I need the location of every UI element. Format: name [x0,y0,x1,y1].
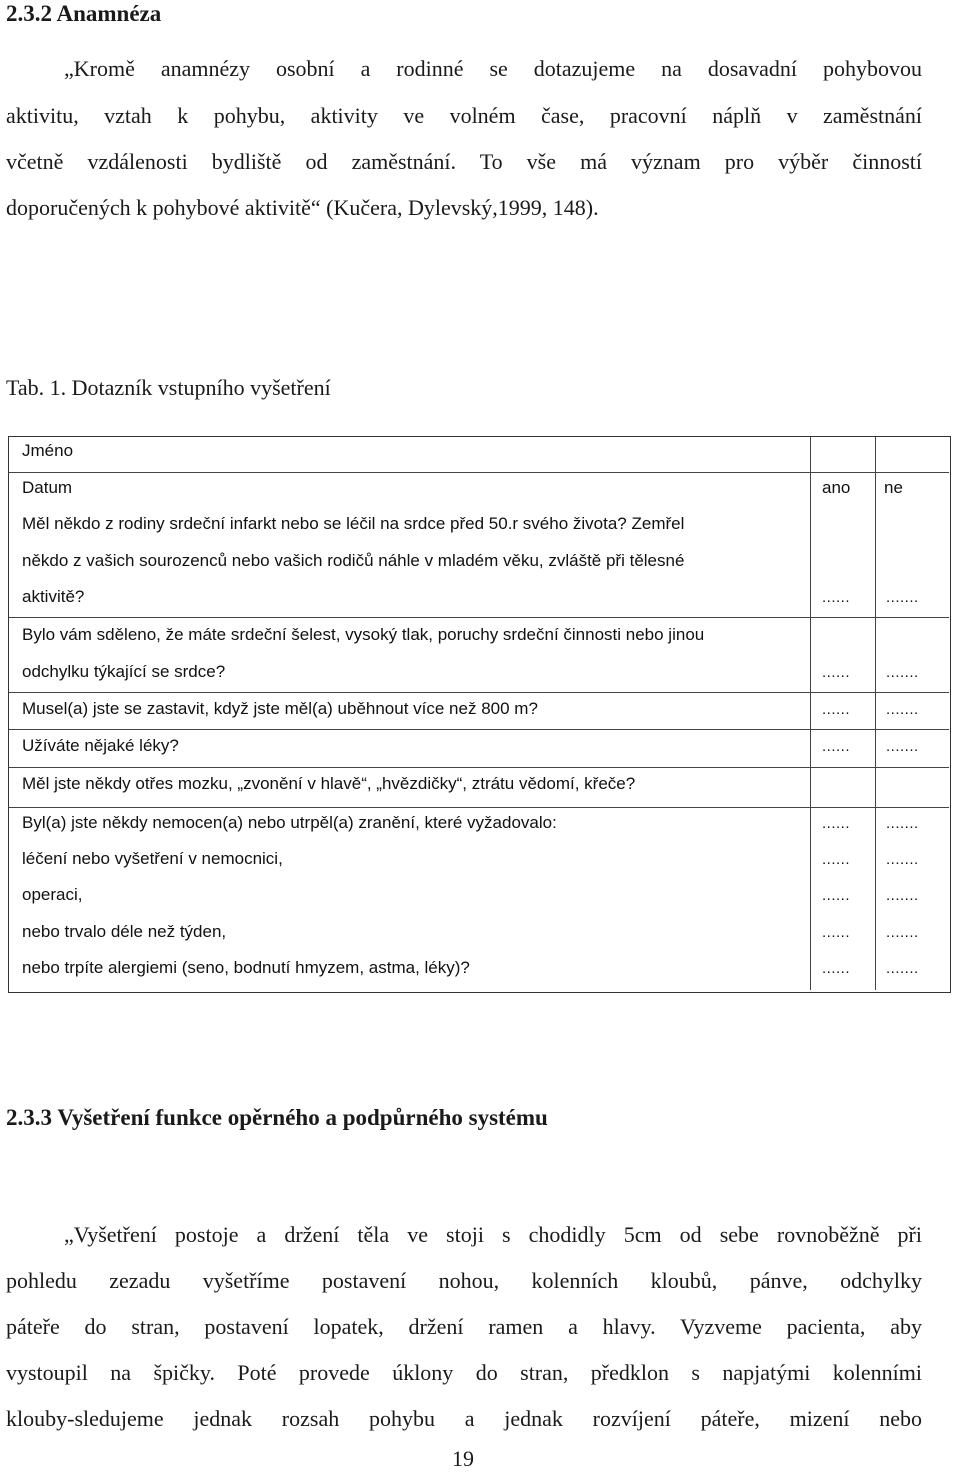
section-heading-vysetreni: 2.3.3 Vyšetření funkce opěrného a podpůrného systému [6,1105,548,1130]
date-label: Datum [22,478,73,497]
answer-no-blank[interactable]: ....... [886,664,919,681]
answer-yes-blank[interactable]: ...... [822,738,851,755]
question-1-line: někdo z vašich sourozenců nebo vašich rodičů náhle v mladém věku, zvláště při tělesné [22,551,685,570]
paragraph-line: vystoupil na špičky. Poté provede úklony do stran, předklon s napjatými kolenními [6,1360,922,1385]
answer-yes-blank[interactable]: ...... [822,589,851,606]
paragraph-line: doporučených k pohybové aktivitě“ (Kučera, Dylevský,1999, 148). [6,195,599,220]
question-2-line: Bylo vám sděleno, že máte srdeční šelest, vysoký tlak, poruchy srdeční činnosti nebo jinou [22,625,705,644]
paragraph-line: „Vyšetření postoje a držení těla ve stoji s chodidly 5cm od sebe rovnoběžně při [64,1222,922,1247]
paragraph-line: páteře do stran, postavení lopatek, držení ramen a hlavy. Vyzveme pacienta, aby [6,1314,922,1339]
question-6-line: operaci, [22,885,83,904]
answer-no-blank[interactable]: ....... [886,815,919,832]
no-header: ne [884,478,903,497]
answer-yes-blank[interactable]: ...... [822,924,851,941]
questionnaire-table [8,436,951,993]
answer-yes-blank[interactable]: ...... [822,887,851,904]
question-6-line: nebo trpíte alergiemi (seno, bodnutí hmyzem, astma, léky)? [22,958,470,977]
question-6-line: léčení nebo vyšetření v nemocnici, [22,849,283,868]
page-number: 19 [452,1446,474,1471]
paragraph-line: aktivitu, vztah k pohybu, aktivity ve volném čase, pracovní náplň v zaměstnání [6,103,922,128]
name-label: Jméno [22,441,74,460]
question-1-line: Měl někdo z rodiny srdeční infarkt nebo se léčil na srdce před 50.r svého života? Zemřel [22,514,685,533]
question-6-line: Byl(a) jste někdy nemocen(a) nebo utrpěl(a) zranění, které vyžadovalo: [22,813,557,832]
answer-no-blank[interactable]: ....... [886,851,919,868]
question-6-line: nebo trvalo déle než týden, [22,922,227,941]
answer-no-blank[interactable]: ....... [886,924,919,941]
answer-yes-blank[interactable]: ...... [822,815,851,832]
answer-yes-blank[interactable]: ...... [822,701,851,718]
answer-no-blank[interactable]: ....... [886,738,919,755]
table-caption: Tab. 1. Dotazník vstupního vyšetření [6,375,331,400]
question-2-line: odchylku týkající se srdce? [22,662,226,681]
paragraph-line: „Kromě anamnézy osobní a rodinné se dotazujeme na dosavadní pohybovou [64,56,922,81]
paragraph-line: pohledu zezadu vyšetříme postavení nohou, kolenních kloubů, pánve, odchylky [6,1268,922,1293]
answer-no-blank[interactable]: ....... [886,589,919,606]
answer-no-blank[interactable]: ....... [886,960,919,977]
answer-yes-blank[interactable]: ...... [822,851,851,868]
answer-no-blank[interactable]: ....... [886,887,919,904]
section-heading-anamneza: 2.3.2 Anamnéza [6,1,162,26]
answer-yes-blank[interactable]: ...... [822,960,851,977]
answer-no-blank[interactable]: ....... [886,701,919,718]
question-1-line: aktivitě? [22,587,85,606]
yes-header: ano [822,478,851,497]
question-5: Měl jste někdy otřes mozku, „zvonění v hlavě“, „hvězdičky“, ztrátu vědomí, křeče? [22,774,636,793]
paragraph-line: klouby-sledujeme jednak rozsah pohybu a jednak rozvíjení páteře, mizení nebo [6,1406,922,1431]
question-3: Musel(a) jste se zastavit, když jste měl(a) uběhnout více než 800 m? [22,699,538,718]
answer-yes-blank[interactable]: ...... [822,664,851,681]
paragraph-line: včetně vzdálenosti bydliště od zaměstnání. To vše má význam pro výběr činností [6,149,922,174]
question-4: Užíváte nějaké léky? [22,736,179,755]
